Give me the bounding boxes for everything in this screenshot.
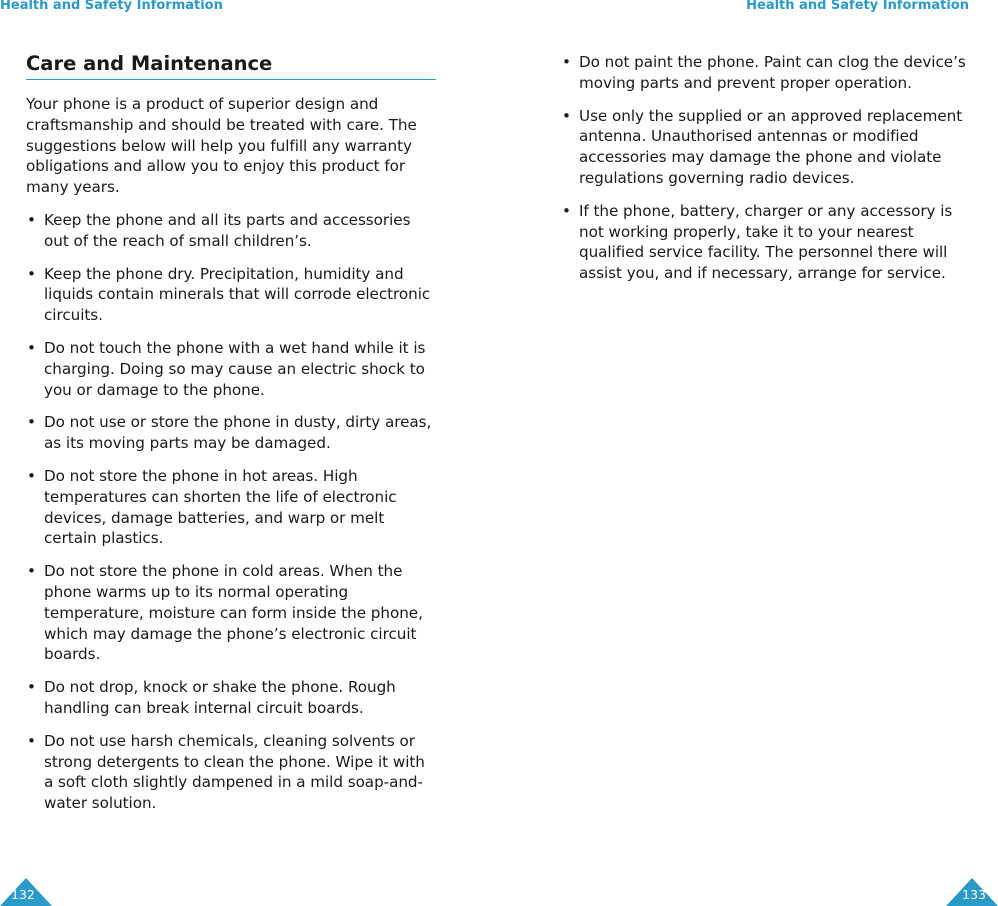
list-item: • Keep the phone dry. Precipitation, humidity and liquids contain minerals that will corrode electronic circuits. — [26, 264, 438, 326]
list-item: • Do not paint the phone. Paint can clog the device’s moving parts and prevent proper operation. — [561, 52, 973, 94]
page-number-left: 132 — [11, 887, 35, 902]
page-number-badge-left — [0, 878, 52, 906]
list-item: • Do not store the phone in hot areas. High temperatures can shorten the life of electronic devices, damage batteries, and warp or melt certain plastics. — [26, 466, 438, 549]
intro-paragraph: Your phone is a product of superior design and craftsmanship and should be treated with care. The suggestions below will help you fulfill any warranty obligations and allow you to enjoy this product for many years. — [26, 95, 417, 197]
list-item: • If the phone, battery, charger or any accessory is not working properly, take it to your nearest qualified service facility. The personnel there will assist you, and if necessary, arrange for service. — [561, 201, 973, 284]
section-title: Care and Maintenance — [26, 52, 436, 80]
left-page — [26, 52, 438, 814]
right-bullet-list — [561, 52, 973, 284]
right-page — [561, 52, 973, 284]
list-item: • Do not drop, knock or shake the phone. Rough handling can break internal circuit boards. — [26, 677, 438, 719]
list-item: • Do not touch the phone with a wet hand while it is charging. Doing so may cause an electric shock to you or damage to the phone. — [26, 338, 438, 400]
page-number-right: 133 — [962, 887, 986, 902]
running-header-right: Health and Safety Information — [746, 0, 969, 13]
running-header-left: Health and Safety Information — [0, 0, 223, 13]
left-bullet-list — [26, 210, 438, 814]
list-item: • Do not store the phone in cold areas. When the phone warms up to its normal operating temperature, moisture can form inside the phone, which may damage the phone’s electronic circuit boards. — [26, 561, 438, 665]
list-item: • Do not use or store the phone in dusty, dirty areas, as its moving parts may be damaged. — [26, 412, 438, 454]
list-item: • Do not use harsh chemicals, cleaning solvents or strong detergents to clean the phone. Wipe it with a soft cloth slightly dampened in a mild soap-and-water solution. — [26, 731, 438, 814]
page-number-badge-right — [946, 878, 998, 906]
list-item: • Use only the supplied or an approved replacement antenna. Unauthorised antennas or modified accessories may damage the phone and violate regulations governing radio devices. — [561, 106, 973, 189]
list-item: • Keep the phone and all its parts and accessories out of the reach of small children’s. — [26, 210, 438, 252]
